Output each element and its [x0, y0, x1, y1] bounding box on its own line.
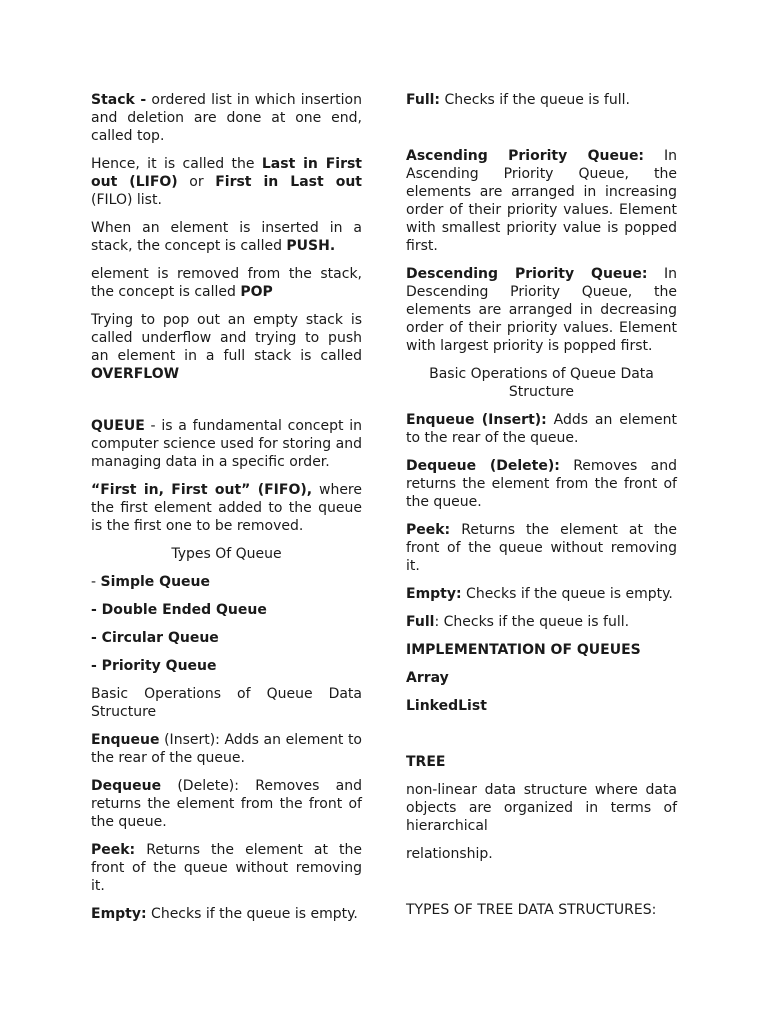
queue-type-circular: - Circular Queue: [91, 630, 219, 646]
queue-type-double-ended: - Double Ended Queue: [91, 602, 267, 618]
stack-definition: Stack - ordered list in which insertion and deletion are done at one end, called top.: [91, 92, 362, 144]
queue-type-priority: - Priority Queue: [91, 658, 217, 674]
pop-paragraph: element is removed from the stack, the concept is called POP: [91, 266, 362, 300]
filo-term: First in Last out: [215, 174, 362, 190]
impl-array: Array: [406, 670, 449, 686]
push-paragraph: When an element is inserted in a stack, the concept is called PUSH.: [91, 220, 362, 254]
fifo-term: “First in, First out” (FIFO),: [91, 482, 313, 498]
queue-definition: QUEUE - is a fundamental concept in computer science used for storing and managing data in a specific order.: [91, 418, 362, 470]
overflow-paragraph: Trying to pop out an empty stack is called underflow and trying to push an element in a full stack is called OVERFLOW: [91, 312, 362, 382]
basic-operations-heading-left: Basic Operations of Queue Data Structure: [91, 686, 362, 720]
empty-right: Empty: Checks if the queue is empty.: [406, 586, 673, 602]
tree-types-heading: TYPES OF TREE DATA STRUCTURES:: [406, 902, 657, 918]
tree-definition-cont: relationship.: [406, 846, 493, 862]
fifo-paragraph: “First in, First out” (FIFO), where the first element added to the queue is the first one to be removed.: [91, 482, 362, 534]
dequeue-left: Dequeue (Delete): Removes and returns the element from the front of the queue.: [91, 778, 362, 830]
push-term: PUSH.: [286, 238, 336, 254]
tree-definition: non-linear data structure where data objects are organized in terms of hierarchical: [406, 782, 677, 834]
dequeue-right: Dequeue (Delete): Removes and returns the element from the front of the queue.: [406, 458, 677, 510]
enqueue-right: Enqueue (Insert): Adds an element to the rear of the queue.: [406, 412, 677, 446]
tree-heading: TREE: [406, 754, 446, 770]
empty-left: Empty: Checks if the queue is empty.: [91, 906, 358, 922]
descending-priority-queue: Descending Priority Queue: In Descending Priority Queue, the elements are arranged in decreasing order of their priority values. Element with largest priority is popped first.: [406, 266, 678, 354]
types-of-queue-heading: Types Of Queue: [171, 546, 282, 562]
impl-linkedlist: LinkedList: [406, 698, 487, 714]
stack-term: Stack -: [91, 92, 147, 108]
right-column: [406, 91, 677, 929]
pop-term: POP: [240, 284, 273, 300]
full-right: Full: Checks if the queue is full.: [406, 614, 630, 630]
basic-operations-heading-right: Basic Operations of Queue Data Structure: [429, 366, 654, 400]
lifo-paragraph: Hence, it is called the Last in First out (LIFO) or First in Last out (FILO) list.: [91, 156, 362, 208]
queue-type-simple: - Simple Queue: [91, 574, 210, 590]
enqueue-left: Enqueue (Insert): Adds an element to the rear of the queue.: [91, 732, 362, 766]
peek-right: Peek: Returns the element at the front of the queue without removing it.: [406, 522, 677, 574]
implementation-heading: IMPLEMENTATION OF QUEUES: [406, 642, 641, 658]
ascending-priority-queue: Ascending Priority Queue: In Ascending Priority Queue, the elements are arranged in increasing order of their priority values. Element with smallest priority value is popped first.: [406, 148, 678, 254]
left-column: [91, 91, 362, 933]
overflow-term: OVERFLOW: [91, 366, 180, 382]
peek-left: Peek: Returns the element at the front of the queue without removing it.: [91, 842, 362, 894]
full-top: Full: Checks if the queue is full.: [406, 92, 630, 108]
lifo-term: Last in First out (LIFO): [91, 156, 362, 190]
queue-term: QUEUE: [91, 418, 145, 434]
